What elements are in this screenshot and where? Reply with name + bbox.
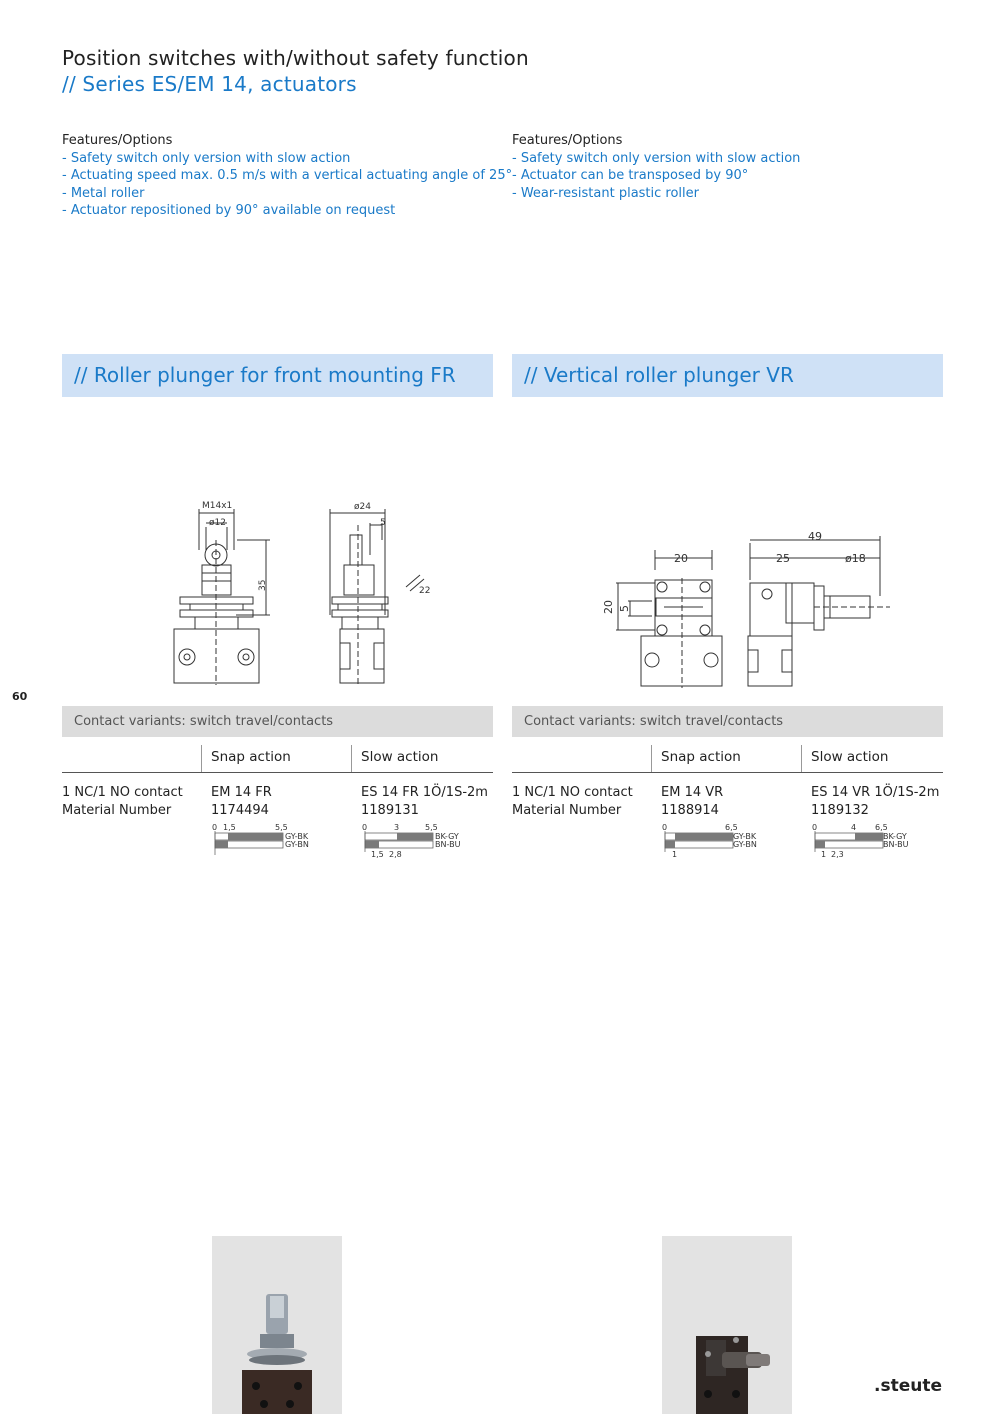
tick-label: 6,5 (875, 823, 888, 832)
tick-label: 5,5 (425, 823, 438, 832)
tick-label: 2,8 (389, 850, 402, 859)
section-title-vr: // Vertical roller plunger VR (512, 354, 943, 397)
tick-label: 0 (212, 823, 218, 832)
tick-label: 5,5 (275, 823, 288, 832)
wire-label: GY-BN (733, 840, 757, 849)
wire-label: GY-BK (285, 832, 309, 841)
features-heading: Features/Options (62, 133, 173, 148)
dim-w20: 20 (674, 552, 688, 565)
switch-travel-diagram-slow-fr (361, 822, 471, 862)
feature-item: - Actuator can be transposed by 90° (512, 168, 749, 184)
col-snap-action: Snap action (211, 749, 291, 765)
switch-travel-diagram-slow-vr (811, 822, 921, 862)
drawing-vr (600, 528, 900, 690)
product-photo-fr (212, 1236, 342, 1414)
row-label (512, 784, 633, 820)
row-label-material: Material Number (512, 803, 622, 818)
product-photo-vr (662, 1236, 792, 1414)
brand-logo: .steute (874, 1376, 942, 1396)
product-type: EM 14 VR (661, 785, 724, 800)
wire-label: BN-BU (435, 840, 461, 849)
dim-d18: ø18 (845, 552, 866, 565)
dim-h20: 20 (602, 600, 615, 614)
table-rule (512, 772, 943, 773)
column-divider (351, 745, 352, 773)
tick-label: 0 (812, 823, 818, 832)
features-right (512, 132, 800, 202)
dim-w25: 25 (776, 552, 790, 565)
features-left (62, 132, 512, 220)
wire-label: GY-BK (733, 832, 757, 841)
wire-label: BK-GY (883, 832, 907, 841)
tick-label: 6,5 (725, 823, 738, 832)
wire-label: GY-BN (285, 840, 309, 849)
snap-product (661, 784, 723, 820)
column-divider (801, 745, 802, 773)
dim-w49: 49 (808, 530, 822, 543)
material-number: 1188914 (661, 803, 719, 818)
product-type: EM 14 FR (211, 785, 272, 800)
feature-item: - Actuating speed max. 0.5 m/s with a vertical actuating angle of 25° (62, 168, 513, 184)
material-number: 1189131 (361, 803, 419, 818)
contact-variants-header: Contact variants: switch travel/contacts (512, 706, 943, 737)
page-title: Position switches with/without safety function (62, 46, 529, 70)
slow-product (811, 784, 939, 820)
snap-product (211, 784, 272, 820)
row-label-contact: 1 NC/1 NO contact (62, 785, 183, 800)
tick-label: 1 (821, 850, 827, 859)
dim-d12: ø12 (209, 518, 226, 528)
table-rule (62, 772, 493, 773)
row-label (62, 784, 183, 820)
tick-label: 1,5 (223, 823, 236, 832)
slow-product (361, 784, 488, 820)
column-divider (201, 745, 202, 773)
tick-label: 1 (672, 850, 678, 859)
section-title-fr: // Roller plunger for front mounting FR (62, 354, 493, 397)
contact-variants-header: Contact variants: switch travel/contacts (62, 706, 493, 737)
page-subtitle: // Series ES/EM 14, actuators (62, 72, 357, 96)
tick-label: 0 (362, 823, 368, 832)
feature-item: - Safety switch only version with slow action (512, 150, 801, 166)
switch-travel-diagram-snap-fr (211, 822, 321, 858)
tick-label: 2,3 (831, 850, 844, 859)
feature-item: - Wear-resistant plastic roller (512, 185, 700, 201)
drawing-fr (150, 495, 440, 690)
feature-item: - Metal roller (62, 185, 145, 201)
dim-thread: M14x1 (202, 501, 233, 511)
material-number: 1189132 (811, 803, 869, 818)
dim-h5: 5 (618, 605, 631, 612)
tick-label: 0 (662, 823, 668, 832)
dim-w5: 5 (380, 518, 386, 528)
page-number: 60 (12, 690, 28, 703)
row-label-material: Material Number (62, 803, 172, 818)
wire-label: BK-GY (435, 832, 459, 841)
material-number: 1174494 (211, 803, 269, 818)
column-divider (651, 745, 652, 773)
tick-label: 3 (394, 823, 400, 832)
col-slow-action: Slow action (811, 749, 889, 765)
feature-item: - Safety switch only version with slow action (62, 150, 351, 166)
feature-item: - Actuator repositioned by 90° available on request (62, 203, 396, 219)
tick-label: 1,5 (371, 850, 384, 859)
col-snap-action: Snap action (661, 749, 741, 765)
product-type: ES 14 FR 1Ö/1S-2m (361, 785, 488, 800)
tick-label: 4 (851, 823, 857, 832)
row-label-contact: 1 NC/1 NO contact (512, 785, 633, 800)
features-heading: Features/Options (512, 133, 623, 148)
switch-travel-diagram-snap-vr (661, 822, 771, 862)
dim-a22: 22 (419, 586, 431, 596)
dim-h35: 35 (258, 579, 268, 591)
wire-label: BN-BU (883, 840, 909, 849)
col-slow-action: Slow action (361, 749, 439, 765)
product-type: ES 14 VR 1Ö/1S-2m (811, 785, 940, 800)
dim-d24: ø24 (354, 502, 371, 512)
